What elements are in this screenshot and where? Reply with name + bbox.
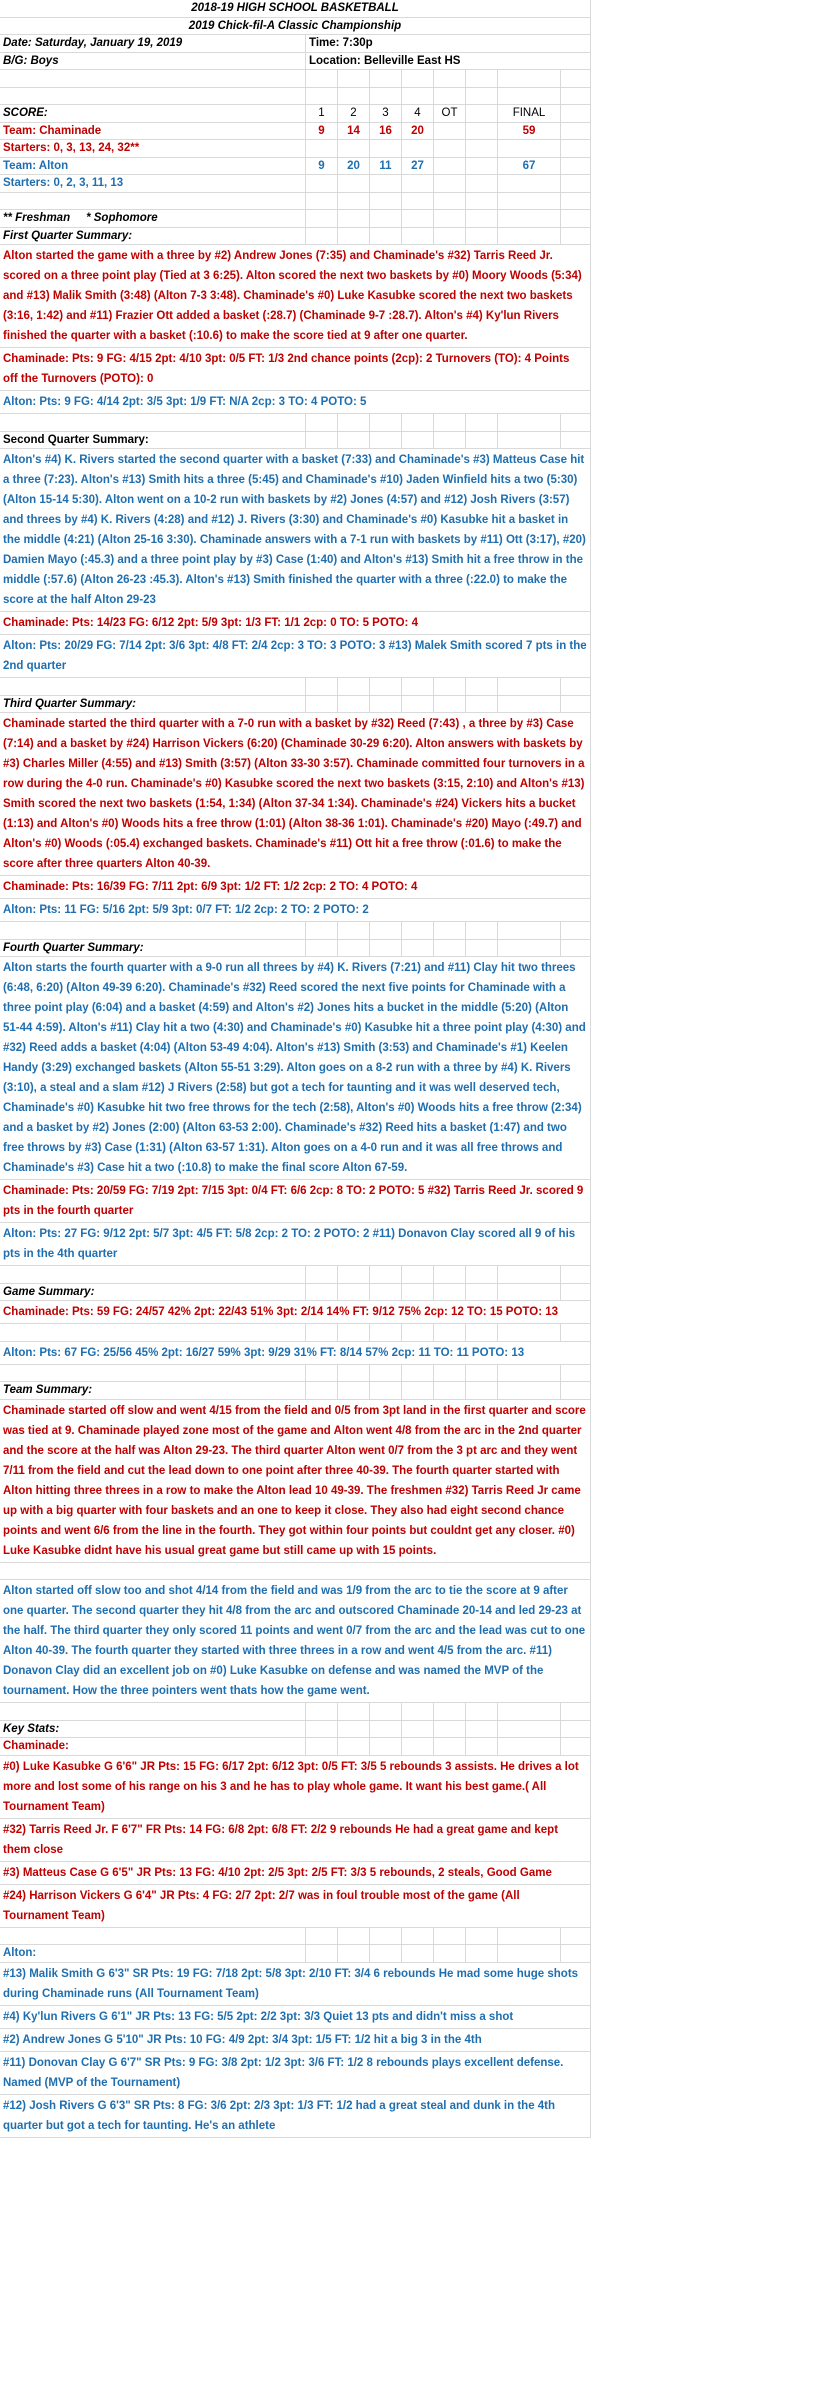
home-q4: 20: [402, 123, 434, 140]
game-location: Location: Belleville East HS: [306, 53, 591, 70]
q4-heading-row: [0, 940, 591, 958]
date-row: [0, 35, 591, 53]
away-starters-row: [0, 175, 591, 193]
q3-heading-row: [0, 696, 591, 714]
q1-heading: First Quarter Summary:: [0, 228, 306, 245]
player-stat-line: #13) Malik Smith G 6'3" SR Pts: 19 FG: 7/18 2pt: 5/8 3pt: 2/10 FT: 3/4 6 rebounds He mad some huge shots during Chaminade runs (All Tournament Team): [0, 1963, 591, 2006]
team-home-summary: Chaminade started off slow and went 4/15 from the field and 0/5 from 3pt land in the first quarter and score was tied at 9. Chaminade played zone most of the game and Alton went 4/8 from the arc in the 2nd quarter and the score at the half was Alton 29-23. The third quarter Alton went 0/7 from the 3 pt arc and they went 7/11 from the field and cut the lead down to one point after three 40-39. The fourth quarter started with Alton hitting three threes in a row to make the Alton lead 10 49-39. The freshmen #32) Tarris Reed Jr came up with a big quarter with four baskets and an one to keep it close. They also had eight second chance points and went 6/6 from the line in the fourth. They got within four points but couldnt get any closer. #0) Luke Kasubke didnt have his usual great game but still came up with 15 points.: [0, 1400, 591, 1563]
home-q3: 16: [370, 123, 402, 140]
q2-away-stats: Alton: Pts: 20/29 FG: 7/14 2pt: 3/6 3pt: 4/8 FT: 2/4 2cp: 3 TO: 3 POTO: 3 #13) Malek Smith scored 7 pts in the 2nd quarter: [0, 635, 591, 678]
player-stat-line: #4) Ky'lun Rivers G 6'1" JR Pts: 13 FG: 5/5 2pt: 2/2 3pt: 3/3 Quiet 13 pts and didn't miss a shot: [0, 2006, 591, 2029]
away-team-name: Team: Alton: [0, 158, 306, 175]
period-label: 3: [370, 105, 402, 122]
q1-away-stats: Alton: Pts: 9 FG: 4/14 2pt: 3/5 3pt: 1/9 FT: N/A 2cp: 3 TO: 4 POTO: 5: [0, 391, 591, 414]
sheet-title: 2018-19 HIGH SCHOOL BASKETBALL: [0, 0, 591, 17]
q2-summary: Alton's #4) K. Rivers started the second quarter with a basket (7:33) and Chaminade's #3) Matteus Case hit a three (7:23). Alton's #13) Smith hits a three (5:45) and Chaminade's #10) Jaden Winfield hits a two (5:30) (Alton 15-14 5:30). Alton went on a 10-2 run with baskets by #2) Jones (4:57) and #12) Josh Rivers (3:57) and threes by #4) K. Rivers (4:28) and #12) J. Rivers (3:30) and Chaminade's #0) Kasubke hit a basket in the middle (4:21) (Alton 25-16 3:30). Chaminade answers with a 7-1 run with baskets by #11) Ott (3:17), #20) Damien Mayo (:45.3) and a three point play by #3) Case (1:40) and Alton's #13) Smith hit a free throw in the middle (:57.6) (Alton 26-23 :45.3). Alton's #13) Smith finished the quarter with a three (:22.0) to make the score at the half Alton 29-23: [0, 449, 591, 612]
empty-row: [0, 1563, 591, 1581]
title-row: [0, 0, 591, 18]
empty-row: [0, 1703, 591, 1721]
empty-row: [0, 414, 591, 432]
empty-row: [0, 1928, 591, 1946]
q3-summary: Chaminade started the third quarter with a 7-0 run with a basket by #32) Reed (7:43) , a three by #3) Case (7:14) and a basket by #24) Harrison Vickers (6:20) (Chaminade 30-29 6:20). Alton answers with baskets by #3) Charles Miller (4:55) and #13) Smith (3:57) (Alton 33-30 3:57). Chaminade committed four turnovers in a row during the 4-0 run. Chaminade's #0) Kasubke scored the next two baskets (3:15, 2:10) and Alton's #13) Smith scored the next two baskets (1:54, 1:34) (Alton 37-34 1:34). Chaminade's #24) Vickers hits a bucket (1:13) and Alton's #0) Woods hits a free throw (1:01) (Alton 38-36 1:01). Chaminade's #20) Mayo (:49.7) and Alton's #0) Woods (:05.4) exchanged baskets. Chaminade's #11) Ott hit a free throw (:01.6) to make the score after three quarters Alton 40-39.: [0, 713, 591, 876]
home-ot: [434, 123, 466, 140]
period-label: OT: [434, 105, 466, 122]
game-level: B/G: Boys: [0, 53, 306, 70]
empty-row: [0, 1365, 591, 1383]
empty-row: [0, 70, 591, 88]
away-q4: 27: [402, 158, 434, 175]
sheet-subtitle: 2019 Chick-fil-A Classic Championship: [0, 18, 591, 35]
player-stat-line: #32) Tarris Reed Jr. F 6'7" FR Pts: 14 FG: 6/8 2pt: 6/8 FT: 2/2 9 rebounds He had a great game and kept them close: [0, 1819, 591, 1862]
class-legend: ** Freshman * Sophomore: [0, 210, 306, 227]
q3-home-stats: Chaminade: Pts: 16/39 FG: 7/11 2pt: 6/9 3pt: 1/2 FT: 1/2 2cp: 2 TO: 4 POTO: 4: [0, 876, 591, 899]
period-label: 1: [306, 105, 338, 122]
away-ot: [434, 158, 466, 175]
q1-heading-row: [0, 228, 591, 246]
empty-row: [0, 1266, 591, 1284]
team-heading: Team Summary:: [0, 1382, 306, 1399]
key-away-label: Alton:: [0, 1945, 306, 1962]
away-final: 67: [498, 158, 561, 175]
team-away-summary: Alton started off slow too and shot 4/14 from the field and was 1/9 from the arc to tie the score at 9 after one quarter. The second quarter they hit 4/8 from the arc and outscored Chaminade 20-14 and led 29-23 at the half. The third quarter they only scored 11 points and went 0/7 from the arc and the lead was cut to one Alton 40-39. The fourth quarter they started with three threes in a row and went 4/5 from the arc. #11) Donavon Clay did an excellent job on #0) Luke Kasubke on defense and was named the MVP of the tournament. How the three pointers went thats how the game went.: [0, 1580, 591, 1703]
home-q1: 9: [306, 123, 338, 140]
q2-home-stats: Chaminade: Pts: 14/23 FG: 6/12 2pt: 5/9 3pt: 1/3 FT: 1/1 2cp: 0 TO: 5 POTO: 4: [0, 612, 591, 635]
home-final: 59: [498, 123, 561, 140]
q1-home-stats: Chaminade: Pts: 9 FG: 4/15 2pt: 4/10 3pt: 0/5 FT: 1/3 2nd chance points (2cp): 2 Turnovers (TO): 4 Points off the Turnovers (POTO): 0: [0, 348, 591, 391]
period-label: [466, 105, 498, 122]
player-stat-line: #2) Andrew Jones G 5'10" JR Pts: 10 FG: 4/9 2pt: 3/4 3pt: 1/5 FT: 1/2 hit a big 3 in the 4th: [0, 2029, 591, 2052]
q3-away-stats: Alton: Pts: 11 FG: 5/16 2pt: 5/9 3pt: 0/7 FT: 1/2 2cp: 2 TO: 2 POTO: 2: [0, 899, 591, 922]
q3-heading: Third Quarter Summary:: [0, 696, 306, 713]
q4-summary: Alton starts the fourth quarter with a 9-0 run all threes by #4) K. Rivers (7:21) and #11) Clay hit two threes (6:48, 6:20) (Alton 49-39 6:20). Chaminade's #32) Reed scored the next five points for Chaminade with a three point play (6:04) and a basket (4:59) and Alton's #2) Jones hits a bucket in the middle (5:20) (Alton 51-44 4:59). Alton's #11) Clay hit a two (4:30) and Chaminade's #0) Kasubke hit a three point play (4:30) and #32) Reed adds a basket (4:04) (Alton 53-49 4:04). Alton's #13) Smith (3:53) and Chaminade's #1) Keelen Handy (3:29) exchanged baskets (Alton 55-51 3:29). Alton goes on a 8-2 run with a three by #4) K. Rivers (3:10), a steal and a slam #12) J Rivers (2:58) but got a tech for taunting and it was well deserved tech, Chaminade's #0) Kasubke hit two free throws for the tech (2:58), Alton's #0) Woods hits a free throw (2:34) and a basket by #2) Jones (2:00) (Alton 63-53 2:00). Chaminade's #32) Reed hits a basket (1:47) and two free throws by #3) Case (1:31) (Alton 63-57 1:31). Alton goes on a 4-0 run and it was all free throws and Chaminade's #3) Case hit a two (:10.8) to make the final score Alton 67-59.: [0, 957, 591, 1180]
key-home-label: Chaminade:: [0, 1738, 306, 1755]
game-heading: Game Summary:: [0, 1284, 306, 1301]
team-heading-row: [0, 1382, 591, 1400]
home-starters: Starters: 0, 3, 13, 24, 32**: [0, 140, 306, 157]
away-score-row: [0, 158, 591, 176]
legend-row: [0, 210, 591, 228]
player-stat-line: #0) Luke Kasubke G 6'6" JR Pts: 15 FG: 6/17 2pt: 6/12 3pt: 0/5 FT: 3/5 5 rebounds 3 assists. He drives a lot more and lost some of his range on his 3 and he has to play whole game. It want his best game.( All Tournament Team): [0, 1756, 591, 1819]
empty-row: [0, 88, 591, 106]
empty-row: [0, 678, 591, 696]
key-home-label-row: [0, 1738, 591, 1756]
home-team-name: Team: Chaminade: [0, 123, 306, 140]
key-heading: Key Stats:: [0, 1721, 306, 1738]
away-q2: 20: [338, 158, 370, 175]
final-label: FINAL: [498, 105, 561, 122]
q2-heading: Second Quarter Summary:: [0, 432, 306, 449]
empty-row: [0, 1324, 591, 1342]
away-q3: 11: [370, 158, 402, 175]
home-starters-row: [0, 140, 591, 158]
score-label: SCORE:: [0, 105, 306, 122]
away-starters: Starters: 0, 2, 3, 11, 13: [0, 175, 306, 192]
key-away-label-row: [0, 1945, 591, 1963]
player-stat-line: #11) Donovan Clay G 6'7" SR Pts: 9 FG: 3/8 2pt: 1/2 3pt: 3/6 FT: 1/2 8 rebounds plays excellent defense. Named (MVP of the Tournament): [0, 2052, 591, 2095]
q4-home-stats: Chaminade: Pts: 20/59 FG: 7/19 2pt: 7/15 3pt: 0/4 FT: 6/6 2cp: 8 TO: 2 POTO: 5 #32) Tarris Reed Jr. scored 9 pts in the fourth quarter: [0, 1180, 591, 1223]
game-date: Date: Saturday, January 19, 2019: [0, 35, 306, 52]
period-label: 4: [402, 105, 434, 122]
q2-heading-row: [0, 432, 591, 450]
home-score-row: [0, 123, 591, 141]
level-row: [0, 53, 591, 71]
home-q2: 14: [338, 123, 370, 140]
score-header-row: [0, 105, 591, 123]
key-heading-row: [0, 1721, 591, 1739]
empty-row: [0, 193, 591, 211]
game-time: Time: 7:30p: [306, 35, 591, 52]
q1-summary: Alton started the game with a three by #2) Andrew Jones (7:35) and Chaminade's #32) Tarris Reed Jr. scored on a three point play (Tied at 3 6:25). Alton scored the next two baskets by #0) Moory Woods (5:34) and #13) Malik Smith (3:48) (Alton 7-3 3:48). Chaminade's #0) Luke Kasubke scored the next two baskets (3:16, 1:42) and #11) Frazier Ott added a basket (:28.7) (Chaminade 9-7 :28.7). Alton's #4) Ky'lun Rivers finished the quarter with a basket (:10.6) to make the score tied at 9 after one quarter.: [0, 245, 591, 348]
game-away-stats: Alton: Pts: 67 FG: 25/56 45% 2pt: 16/27 59% 3pt: 9/29 31% FT: 8/14 57% 2cp: 11 TO: 11 POTO: 13: [0, 1342, 591, 1365]
away-q1: 9: [306, 158, 338, 175]
subtitle-row: [0, 18, 591, 36]
player-stat-line: #3) Matteus Case G 6'5" JR Pts: 13 FG: 4/10 2pt: 2/5 3pt: 2/5 FT: 3/3 5 rebounds, 2 steals, Good Game: [0, 1862, 591, 1885]
period-label: 2: [338, 105, 370, 122]
game-home-stats: Chaminade: Pts: 59 FG: 24/57 42% 2pt: 22/43 51% 3pt: 2/14 14% FT: 9/12 75% 2cp: 12 TO: 15 POTO: 13: [0, 1301, 591, 1324]
player-stat-line: #12) Josh Rivers G 6'3" SR Pts: 8 FG: 3/6 2pt: 2/3 3pt: 1/3 FT: 1/2 had a great steal and dunk in the 4th quarter but got a tech for taunting. He's an athlete: [0, 2095, 591, 2138]
q4-heading: Fourth Quarter Summary:: [0, 940, 306, 957]
q4-away-stats: Alton: Pts: 27 FG: 9/12 2pt: 5/7 3pt: 4/5 FT: 5/8 2cp: 2 TO: 2 POTO: 2 #11) Donavon Clay scored all 9 of his pts in the 4th quarter: [0, 1223, 591, 1266]
game-heading-row: [0, 1284, 591, 1302]
player-stat-line: #24) Harrison Vickers G 6'4" JR Pts: 4 FG: 2/7 2pt: 2/7 was in foul trouble most of the game (All Tournament Team): [0, 1885, 591, 1928]
empty-row: [0, 922, 591, 940]
